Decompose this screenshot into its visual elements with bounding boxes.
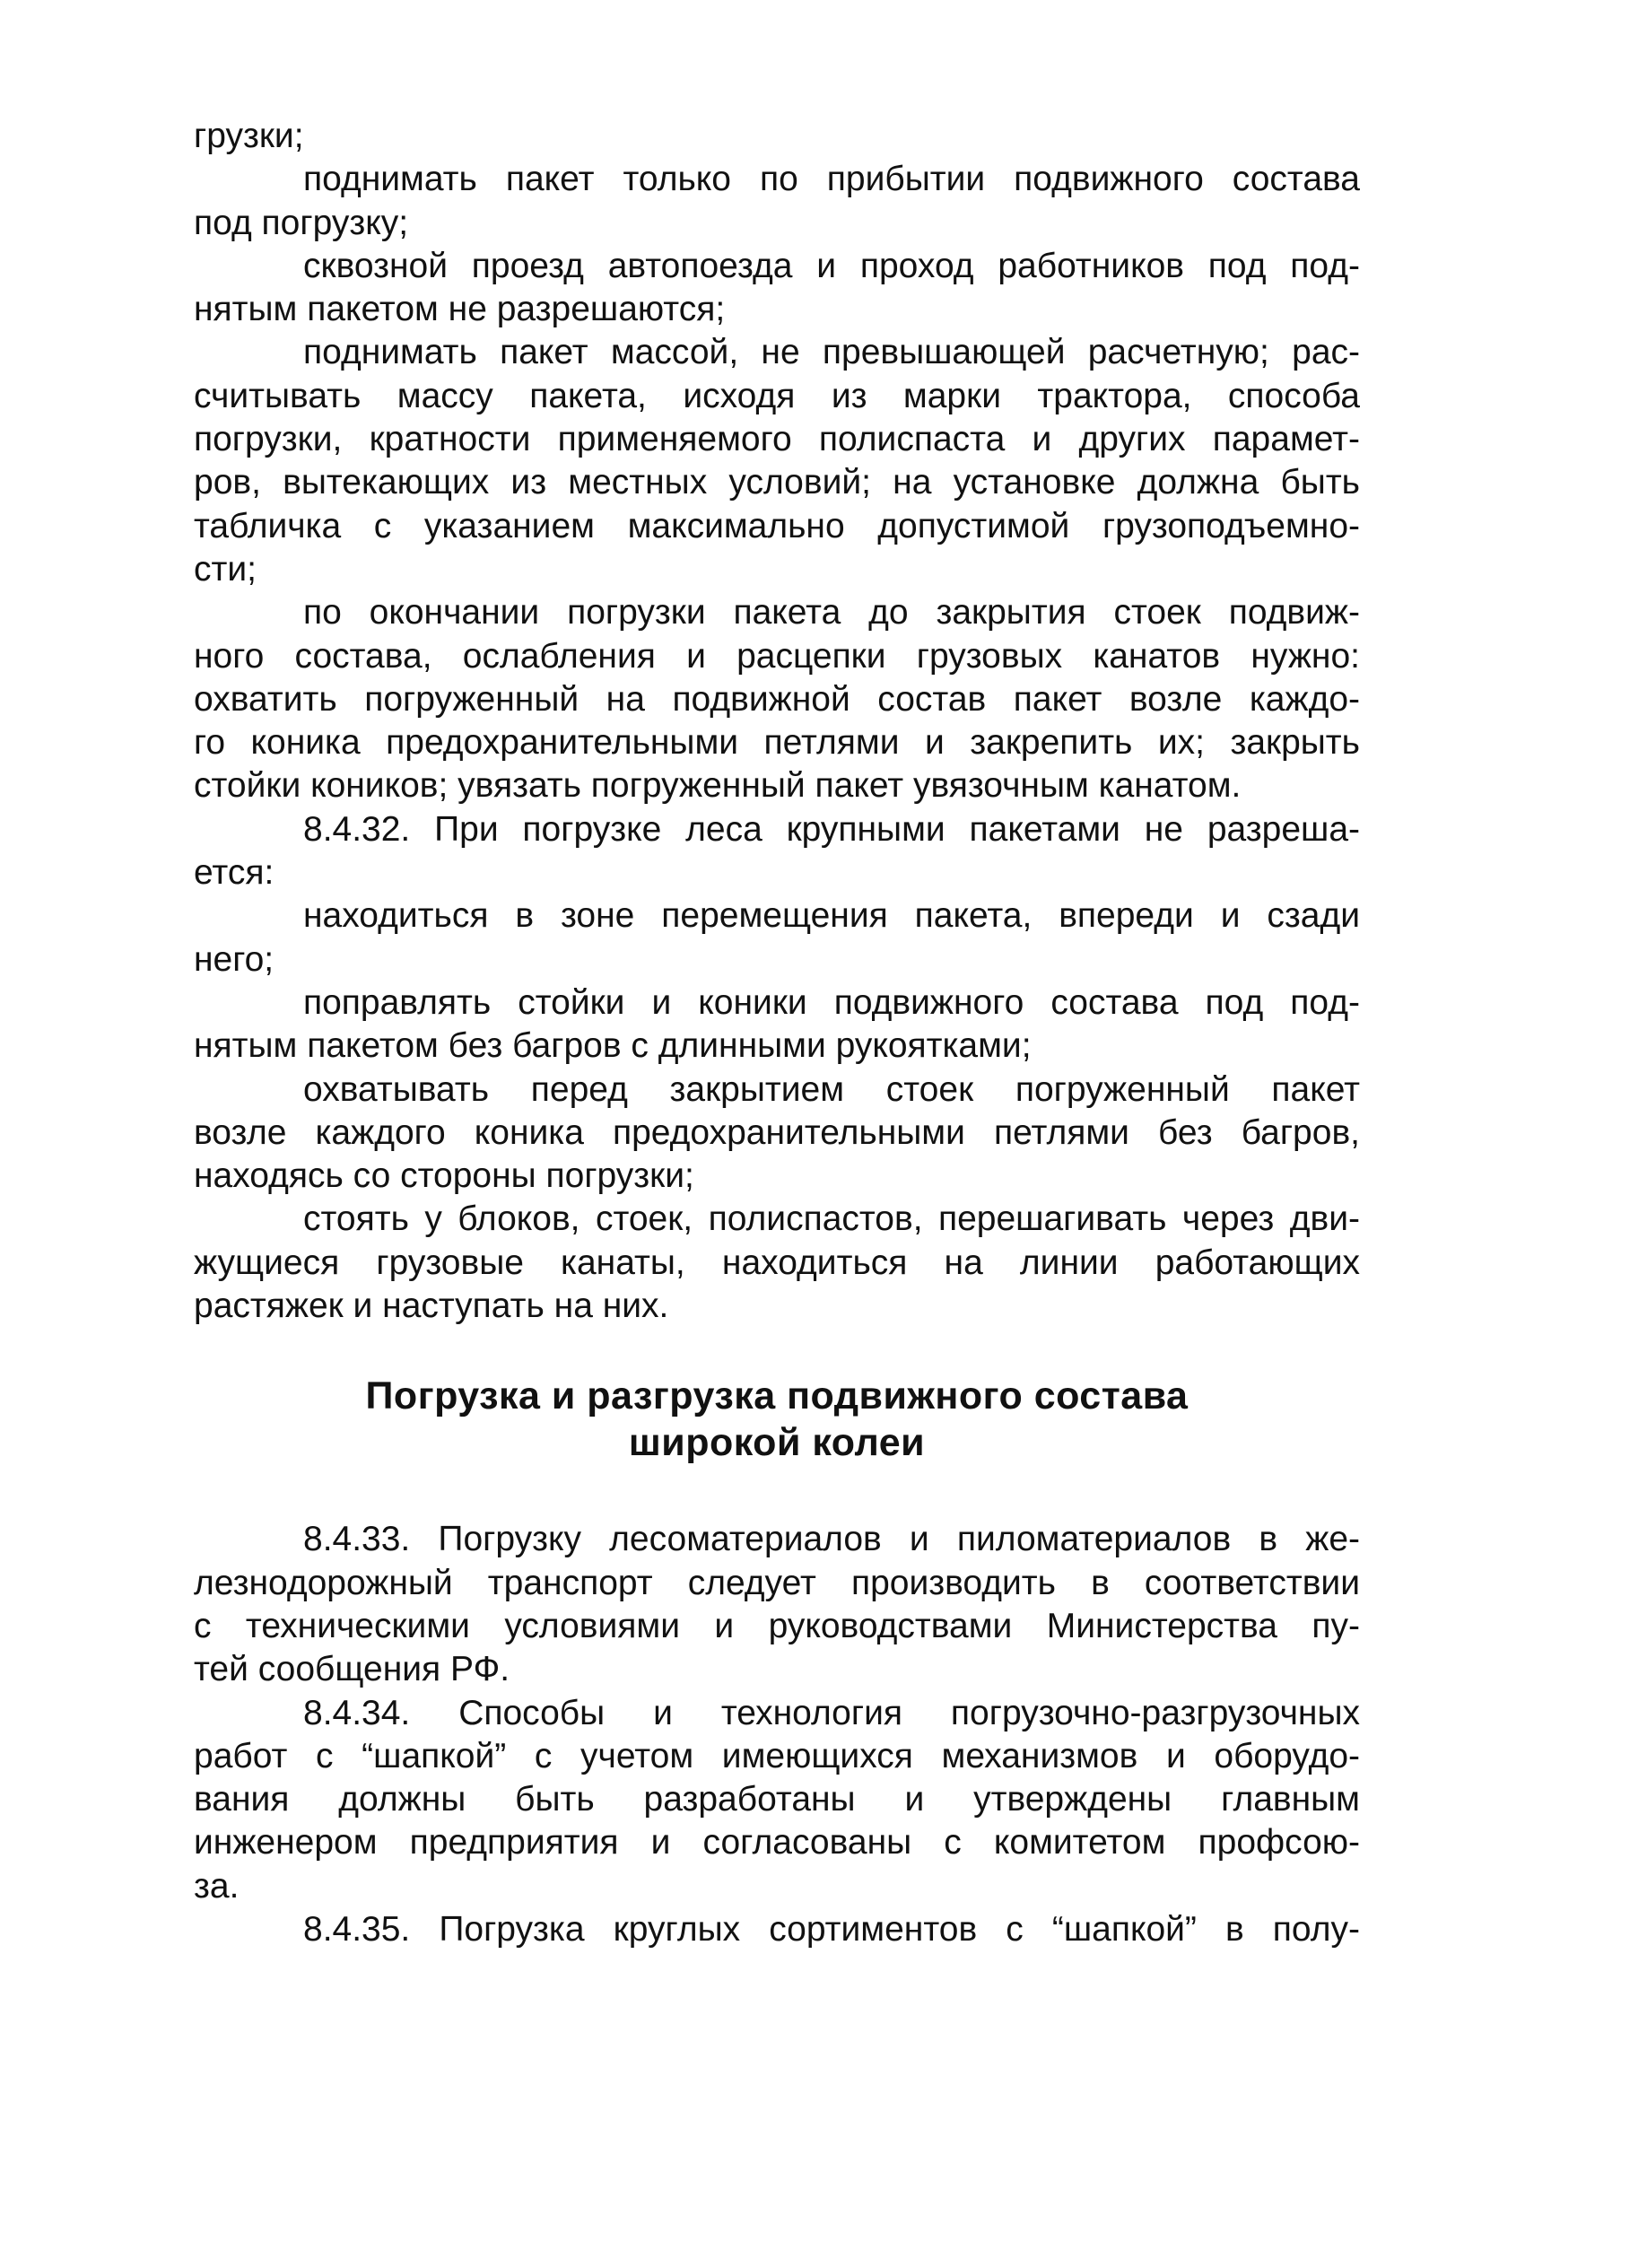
- paragraph: [194, 1069, 1360, 1199]
- paragraph: [194, 1198, 1360, 1328]
- text-line: охватить погруженный на подвижной состав пакет возле каждо-: [194, 679, 1360, 719]
- text-line: 8.4.34. Способы и технология погрузочно-разгрузочных: [303, 1693, 1360, 1732]
- paragraph: [194, 1518, 1360, 1691]
- text-line: ется:: [194, 853, 274, 893]
- text-line: считывать массу пакета, исходя из марки трактора, способа: [194, 376, 1360, 415]
- text-line: стойки коников; увязать погруженный пакет увязочным канатом.: [194, 766, 1242, 806]
- text-line: растяжек и наступать на них.: [194, 1287, 669, 1326]
- section-heading-line-1: Погрузка и разгрузка подвижного состава: [365, 1374, 1189, 1418]
- text-line: погрузки, кратности применяемого полиспаста и других парамет-: [194, 420, 1360, 459]
- paragraph: [194, 591, 1360, 807]
- text-line: работ с “шапкой” с учетом имеющихся механизмов и оборудо-: [194, 1736, 1360, 1775]
- text-line: лезнодорожный транспорт следует производить в соответствии: [194, 1563, 1360, 1602]
- paragraph: [194, 981, 1360, 1069]
- text-line: нятым пакетом не разрешаются;: [194, 290, 726, 329]
- text-line: инженером предприятия и согласованы с комитетом профсою-: [194, 1823, 1360, 1862]
- paragraph: [194, 115, 1360, 158]
- paragraph: [194, 331, 1360, 591]
- paragraph: [194, 1908, 1360, 1951]
- body-text-before-heading: [194, 115, 1360, 1328]
- text-line: вания должны быть разработаны и утверждены главным: [194, 1780, 1360, 1819]
- text-line: стоять у блоков, стоек, полиспастов, перешагивать через дви-: [303, 1199, 1360, 1239]
- text-line: находиться в зоне перемещения пакета, впереди и сзади: [303, 896, 1360, 936]
- paragraph: [194, 1692, 1360, 1908]
- text-line: тей сообщения РФ.: [194, 1650, 510, 1689]
- text-line: грузки;: [194, 117, 304, 155]
- text-line: го коника предохранительными петлями и закрепить их; закрыть: [194, 723, 1360, 763]
- text-line: под погрузку;: [194, 203, 409, 242]
- text-line: 8.4.35. Погрузка круглых сортиментов с “шапкой” в полу-: [303, 1909, 1360, 1949]
- text-column: [194, 115, 1360, 1951]
- text-line: находясь со стороны погрузки;: [194, 1156, 694, 1196]
- text-line: возле каждого коника предохранительными петлями без багров,: [194, 1112, 1360, 1152]
- text-line: сквозной проезд автопоезда и проход работников под под-: [303, 246, 1360, 285]
- text-line: поднимать пакет только по прибытии подвижного состава: [303, 160, 1360, 199]
- text-line: за.: [194, 1866, 240, 1906]
- text-line: поднимать пакет массой, не превышающей расчетную; рас-: [303, 333, 1360, 372]
- text-line: жущиеся грузовые канаты, находиться на линии работающих: [194, 1243, 1360, 1282]
- section-heading-line-2: широкой колеи: [628, 1421, 926, 1465]
- text-line: ров, вытекающих из местных условий; на установке должна быть: [194, 463, 1360, 502]
- text-line: сти;: [194, 549, 257, 589]
- text-line: нятым пакетом без багров с длинными рукоятками;: [194, 1026, 1032, 1066]
- text-line: поправлять стойки и коники подвижного состава под под-: [303, 982, 1360, 1022]
- paragraph: [194, 808, 1360, 895]
- text-line: 8.4.33. Погрузку лесоматериалов и пиломатериалов в же-: [303, 1520, 1360, 1559]
- paragraph: [194, 158, 1360, 245]
- text-line: с техническими условиями и руководствами Министерства пу-: [194, 1606, 1360, 1645]
- paragraph: [194, 894, 1360, 981]
- text-line: ного состава, ослабления и расцепки грузовых канатов нужно:: [194, 636, 1360, 676]
- paragraph: [194, 245, 1360, 332]
- text-line: него;: [194, 939, 274, 979]
- text-line: по окончании погрузки пакета до закрытия стоек подвиж-: [303, 593, 1360, 632]
- text-line: табличка с указанием максимально допустимой грузоподъемно-: [194, 506, 1360, 545]
- text-line: 8.4.32. При погрузке леса крупными пакетами не разреша-: [303, 809, 1360, 849]
- section-heading: [194, 1373, 1360, 1466]
- body-text-after-heading: [194, 1518, 1360, 1951]
- text-line: охватывать перед закрытием стоек погруженный пакет: [303, 1069, 1360, 1109]
